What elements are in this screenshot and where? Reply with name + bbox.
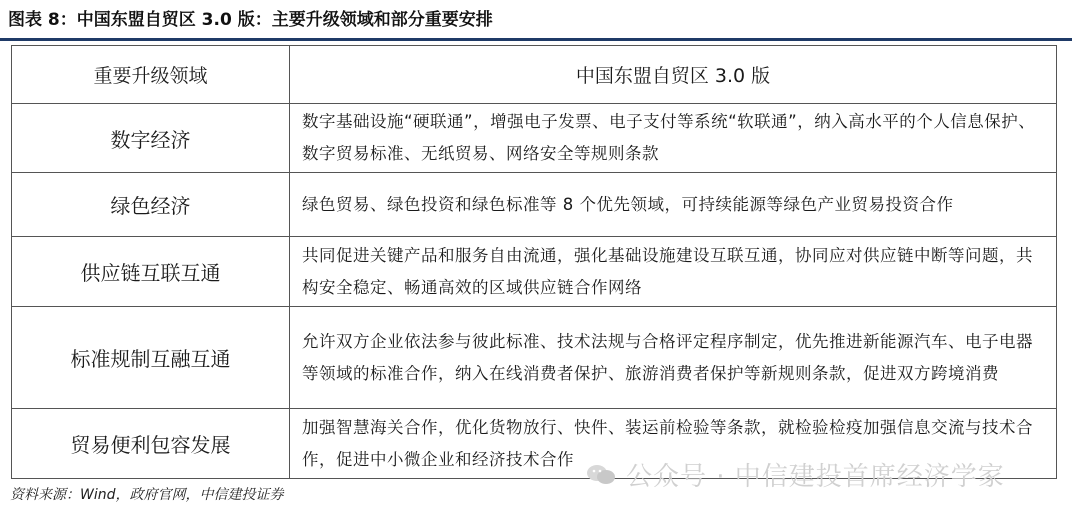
table-row bbox=[12, 307, 1057, 409]
table-header-row bbox=[12, 46, 1057, 104]
watermark-text: 公众号 · 中信建投首席经济学家 bbox=[626, 462, 1005, 492]
row-area: 标准规制互融互通 bbox=[12, 307, 290, 409]
row-detail: 共同促进关键产品和服务自由流通，强化基础设施建设互联互通，协同应对供应链中断等问题，共构安全稳定、畅通高效的区域供应链合作网络 bbox=[290, 237, 1057, 307]
header-area: 重要升级领域 bbox=[12, 46, 290, 104]
upgrade-areas-table bbox=[11, 45, 1057, 479]
row-detail: 加强智慧海关合作，优化货物放行、快件、装运前检验等条款，就检验检疫加强信息交流与技术合作，促进中小微企业和经济技术合作 bbox=[290, 409, 1057, 479]
header-detail: 中国东盟自贸区 3.0 版 bbox=[290, 46, 1057, 104]
row-area: 绿色经济 bbox=[12, 173, 290, 237]
table-row bbox=[12, 409, 1057, 479]
row-area: 数字经济 bbox=[12, 104, 290, 173]
table-row bbox=[12, 173, 1057, 237]
table-row bbox=[12, 104, 1057, 173]
row-detail: 绿色贸易、绿色投资和绿色标准等 8 个优先领域，可持续能源等绿色产业贸易投资合作 bbox=[290, 173, 1057, 237]
row-area: 贸易便利包容发展 bbox=[12, 409, 290, 479]
row-area: 供应链互联互通 bbox=[12, 237, 290, 307]
source-note: 资料来源：Wind，政府官网，中信建投证券 bbox=[10, 487, 284, 503]
table-row bbox=[12, 237, 1057, 307]
row-detail: 数字基础设施“硬联通”，增强电子发票、电子支付等系统“软联通”，纳入高水平的个人信息保护、数字贸易标准、无纸贸易、网络安全等规则条款 bbox=[290, 104, 1057, 173]
row-detail: 允许双方企业依法参与彼此标准、技术法规与合格评定程序制定，优先推进新能源汽车、电子电器等领域的标准合作，纳入在线消费者保护、旅游消费者保护等新规则条款，促进双方跨境消费 bbox=[290, 307, 1057, 409]
title-divider bbox=[0, 38, 1072, 41]
figure-title: 图表 8：中国东盟自贸区 3.0 版：主要升级领域和部分重要安排 bbox=[8, 10, 493, 30]
